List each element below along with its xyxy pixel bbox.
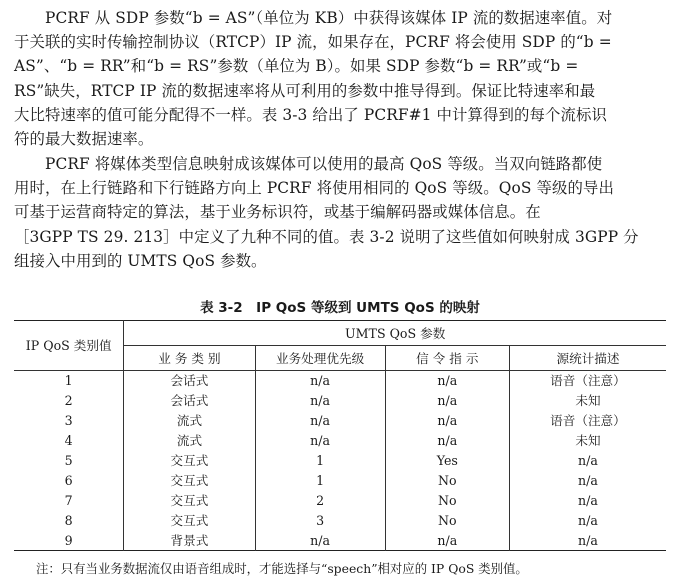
table-cell: 交互式	[124, 510, 255, 530]
column-header: 业 务 类 别	[124, 346, 255, 371]
table-cell: 5	[14, 451, 124, 471]
table-cell: 语音（注意）	[550, 373, 626, 389]
column-header: 源统计描述	[509, 346, 666, 371]
paragraph-line: 于关联的实时传输控制协议（RTCP）IP 流，如果存在，PCRF 将会使用 SDP 的“b =	[14, 33, 612, 52]
table-cell: n/a	[578, 453, 598, 468]
paragraph-line: 组接入中用到的 UMTS QoS 参数。	[14, 251, 267, 270]
table-cell: 6	[14, 470, 124, 490]
table-cell: 2	[14, 391, 124, 411]
table-cell: 3	[14, 411, 124, 431]
table-row	[14, 530, 666, 550]
table-cell: 会话式	[124, 391, 255, 411]
paragraph-line: ［3GPP TS 29. 213］中定义了九种不同的值。表 3-2 说明了这些值如何映射成 3GPP 分	[14, 227, 639, 246]
table-cell: n/a	[385, 530, 509, 550]
table-cell: 1	[255, 470, 385, 490]
table-cell: n/a	[385, 431, 509, 451]
table-cell: 7	[14, 490, 124, 510]
group-header-cell: UMTS QoS 参数	[124, 321, 666, 346]
paragraph-line: 可基于运营商特定的算法，基于业务标识符，或基于编解码器或媒体信息。在	[14, 203, 541, 222]
row-header-cell: IP QoS 类别值	[14, 321, 124, 371]
paragraph-line: PCRF 将媒体类型信息映射成该媒体可以使用的最高 QoS 等级。当双向链路都使	[45, 155, 603, 173]
table-cell: n/a	[578, 512, 598, 528]
table-cell: n/a	[385, 371, 509, 391]
table-row	[14, 431, 666, 451]
table-cell: 未知	[575, 393, 601, 409]
table-row	[14, 371, 666, 391]
table-caption: 表 3-2 IP QoS 等级到 UMTS QoS 的映射	[200, 300, 480, 316]
paragraph-line: 用时，在上行链路和下行链路方向上 PCRF 将使用相同的 QoS 等级。QoS 等级的导出	[14, 179, 614, 198]
paragraph-line: RS”缺失，RTCP IP 流的数据速率将从可利用的参数中推导得到。保证比特速率和最	[14, 81, 596, 100]
table-cell: No	[385, 470, 509, 490]
paragraph-line: AS”、“b = RR”和“b = RS”参数（单位为 B）。如果 SDP 参数“b = RR”或“b =	[14, 57, 579, 76]
table-note: 注：只有当业务数据流仅由语音组成时，才能选择与“speech”相对应的 IP QoS 类别值。	[36, 561, 528, 576]
table-cell: 交互式	[124, 470, 255, 490]
paragraph-line: PCRF 从 SDP 参数“b = AS”（单位为 KB）中获得该媒体 IP 流的数据速率值。对	[45, 9, 613, 27]
table-cell: 流式	[124, 431, 255, 451]
table-cell: 4	[14, 431, 124, 451]
table-cell: 语音（注意）	[550, 413, 626, 429]
table-cell: n/a	[385, 411, 509, 431]
table-row	[14, 451, 666, 471]
table-row	[14, 470, 666, 490]
table-row	[14, 510, 666, 530]
column-header: 信 令 指 示	[385, 346, 509, 371]
paragraph-2	[14, 152, 666, 273]
table-cell: n/a	[578, 532, 598, 548]
paragraph-line: 符的最大数据速率。	[14, 130, 154, 149]
table-row	[14, 411, 666, 431]
table-cell: n/a	[255, 431, 385, 451]
qos-mapping-table	[14, 320, 666, 551]
table-cell: n/a	[578, 472, 598, 488]
table-cell: 3	[255, 510, 385, 530]
table-cell: 1	[14, 371, 124, 391]
table-cell: n/a	[255, 391, 385, 411]
table-cell: 流式	[124, 411, 255, 431]
table-cell: n/a	[255, 411, 385, 431]
table-cell: 交互式	[124, 490, 255, 510]
paragraph-1	[14, 6, 666, 151]
table-cell: 会话式	[124, 371, 255, 391]
paragraph-line: 大比特速率的值可能分配得不一样。表 3-3 给出了 PCRF#1 中计算得到的每个流标识	[14, 105, 607, 124]
table-cell: n/a	[578, 492, 598, 508]
table-cell: 2	[255, 490, 385, 510]
table-cell: n/a	[385, 391, 509, 411]
table-header-row	[14, 321, 666, 346]
table-cell: n/a	[255, 371, 385, 391]
table-body	[14, 371, 666, 551]
table-cell: 9	[14, 530, 124, 550]
table-cell: 1	[255, 451, 385, 471]
table-cell: 8	[14, 510, 124, 530]
table-cell: Yes	[385, 451, 509, 471]
table-cell: No	[385, 510, 509, 530]
table-row	[14, 391, 666, 411]
table-cell: 未知	[575, 433, 601, 449]
table-cell: 背景式	[124, 530, 255, 550]
table-cell: n/a	[255, 530, 385, 550]
table-cell: No	[385, 490, 509, 510]
table-row	[14, 490, 666, 510]
column-header: 业务处理优先级	[255, 346, 385, 371]
table-cell: 交互式	[124, 451, 255, 471]
